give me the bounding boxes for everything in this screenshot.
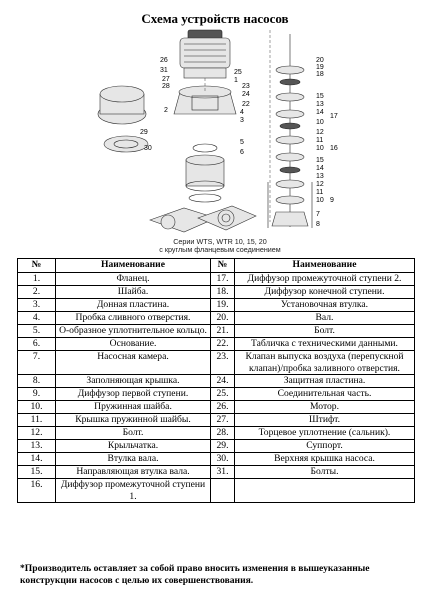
- part-name: Пробка сливного отверстия.: [56, 312, 211, 325]
- table-row: [18, 325, 415, 338]
- diagram-label: 14: [316, 165, 324, 172]
- top-cover-part: [98, 86, 148, 152]
- part-name: Вал.: [235, 312, 415, 325]
- table-row: [18, 273, 415, 286]
- part-number: 17.: [211, 273, 235, 286]
- diagram-label: 28: [162, 83, 170, 90]
- table-row: [18, 401, 415, 414]
- diagram-label: 14: [316, 109, 324, 116]
- part-name: Фланец.: [56, 273, 211, 286]
- caption-line: с круглым фланцевым соединением: [159, 245, 281, 255]
- base-part: [150, 206, 256, 232]
- diagram-label: 7: [316, 211, 320, 218]
- part-number: 30.: [211, 453, 235, 466]
- table-row: [18, 338, 415, 351]
- part-name: Диффузор первой ступени.: [56, 388, 211, 401]
- diagram-label: 13: [316, 173, 324, 180]
- diagram-label: 11: [316, 189, 324, 196]
- part-name: Клапан выпуска воздуха (перепускной клапан)/пробка заливного отверстия.: [235, 351, 415, 375]
- part-name: Суппорт.: [235, 440, 415, 453]
- part-name: Заполняющая крышка.: [56, 375, 211, 388]
- table-header-row: [18, 259, 415, 273]
- table-body: [18, 273, 415, 503]
- part-name: Донная пластина.: [56, 299, 211, 312]
- part-number: 16.: [18, 479, 56, 503]
- part-name: Верхняя крышка насоса.: [235, 453, 415, 466]
- diagram-label: 12: [316, 181, 324, 188]
- part-number: 28.: [211, 427, 235, 440]
- part-name: Установочная втулка.: [235, 299, 415, 312]
- part-number: 27.: [211, 414, 235, 427]
- diagram-label: 26: [160, 57, 168, 64]
- table-row: [18, 466, 415, 479]
- part-name: Штифт.: [235, 414, 415, 427]
- motor-part: [180, 30, 230, 78]
- diagram-label: 27: [162, 76, 170, 83]
- part-name: О-образное уплотнительное кольцо.: [56, 325, 211, 338]
- column-header-number: №: [211, 259, 235, 273]
- diagram-label: 30: [144, 145, 152, 152]
- pump-chamber-part: [186, 144, 224, 202]
- diagram-label: 25: [234, 69, 242, 76]
- part-name: Болт.: [235, 325, 415, 338]
- diagram-label: 5: [240, 139, 244, 146]
- part-name: Крыльчатка.: [56, 440, 211, 453]
- part-number: 9.: [18, 388, 56, 401]
- caption-line: Серии WTS, WTR 10, 15, 20: [173, 237, 267, 246]
- part-number: 3.: [18, 299, 56, 312]
- part-number: 21.: [211, 325, 235, 338]
- table-row: [18, 286, 415, 299]
- part-name: Основание.: [56, 338, 211, 351]
- diagram-label: 4: [240, 109, 244, 116]
- part-name: Мотор.: [235, 401, 415, 414]
- diagram-label: 10: [316, 145, 324, 152]
- part-number: 18.: [211, 286, 235, 299]
- column-header-number: №: [18, 259, 56, 273]
- part-name: Крышка пружинной шайбы.: [56, 414, 211, 427]
- part-number: 6.: [18, 338, 56, 351]
- part-number: 13.: [18, 440, 56, 453]
- table-row: [18, 479, 415, 503]
- part-number: [211, 479, 235, 503]
- page-title: Схема устройств насосов: [141, 11, 289, 26]
- diagram-label: 22: [242, 101, 250, 108]
- diagram-label: 16: [330, 145, 338, 152]
- diagram-label: 15: [316, 93, 324, 100]
- diagram-label: 2: [164, 107, 168, 114]
- part-name: Табличка с техническими данными.: [235, 338, 415, 351]
- table-row: [18, 388, 415, 401]
- diagram-label: 24: [242, 91, 250, 98]
- part-name: Шайба.: [56, 286, 211, 299]
- diagram-label: 29: [140, 129, 148, 136]
- diagram-label: 17: [330, 113, 338, 120]
- diagram-label: 31: [160, 67, 168, 74]
- table-row: [18, 414, 415, 427]
- parts-table: [17, 258, 415, 503]
- diagram-label: 11: [316, 137, 324, 144]
- part-name: Торцевое уплотнение (сальник).: [235, 427, 415, 440]
- diagram-label: 9: [330, 197, 334, 204]
- part-number: 14.: [18, 453, 56, 466]
- footnote: *Производитель оставляет за собой право вносить изменения в вышеуказанные конструкции насосов с целью их совершенствования.: [20, 563, 370, 587]
- part-number: 24.: [211, 375, 235, 388]
- part-number: 20.: [211, 312, 235, 325]
- part-name: Диффузор конечной ступени.: [235, 286, 415, 299]
- part-name: Болт.: [56, 427, 211, 440]
- diagram-label: 6: [240, 149, 244, 156]
- diagram-label: 15: [316, 157, 324, 164]
- part-number: 29.: [211, 440, 235, 453]
- table-row: [18, 453, 415, 466]
- table-row: [18, 427, 415, 440]
- part-name: Насосная камера.: [56, 351, 211, 375]
- part-name: Болты.: [235, 466, 415, 479]
- part-name: Соединительная часть.: [235, 388, 415, 401]
- pump-drawing: [80, 22, 350, 244]
- diagram-label: 10: [316, 197, 324, 204]
- part-number: 10.: [18, 401, 56, 414]
- part-name: Диффузор промежуточной ступени 1.: [56, 479, 211, 503]
- part-number: 22.: [211, 338, 235, 351]
- part-name: Втулка вала.: [56, 453, 211, 466]
- part-number: 11.: [18, 414, 56, 427]
- part-name: Защитная пластина.: [235, 375, 415, 388]
- column-header-name: Наименование: [235, 259, 415, 273]
- diagram-label: 8: [316, 221, 320, 228]
- part-number: 19.: [211, 299, 235, 312]
- diagram-label: 19: [316, 64, 324, 71]
- part-number: 2.: [18, 286, 56, 299]
- part-number: 31.: [211, 466, 235, 479]
- part-number: 7.: [18, 351, 56, 375]
- table-row: [18, 440, 415, 453]
- table-row: [18, 299, 415, 312]
- part-number: 15.: [18, 466, 56, 479]
- diagram-caption: [90, 238, 350, 255]
- diagram-label: 3: [240, 117, 244, 124]
- diagram-label: 1: [234, 77, 238, 84]
- part-number: 25.: [211, 388, 235, 401]
- part-number: 23.: [211, 351, 235, 375]
- part-number: 5.: [18, 325, 56, 338]
- pump-exploded-diagram: [80, 22, 350, 244]
- part-name: Направляющая втулка вала.: [56, 466, 211, 479]
- part-number: 8.: [18, 375, 56, 388]
- part-number: 1.: [18, 273, 56, 286]
- part-number: 26.: [211, 401, 235, 414]
- part-name: Диффузор промежуточной ступени 2.: [235, 273, 415, 286]
- part-name: Пружинная шайба.: [56, 401, 211, 414]
- stage-stack: [268, 34, 312, 228]
- diagram-label: 12: [316, 129, 324, 136]
- table-row: [18, 375, 415, 388]
- diagram-label: 23: [242, 83, 250, 90]
- diagram-label: 20: [316, 57, 324, 64]
- diagram-label: 10: [316, 119, 324, 126]
- table-row: [18, 312, 415, 325]
- diagram-label: 18: [316, 71, 324, 78]
- part-number: 4.: [18, 312, 56, 325]
- part-name: [235, 479, 415, 503]
- part-number: 12.: [18, 427, 56, 440]
- table-row: [18, 351, 415, 375]
- diagram-label: 13: [316, 101, 324, 108]
- column-header-name: Наименование: [56, 259, 211, 273]
